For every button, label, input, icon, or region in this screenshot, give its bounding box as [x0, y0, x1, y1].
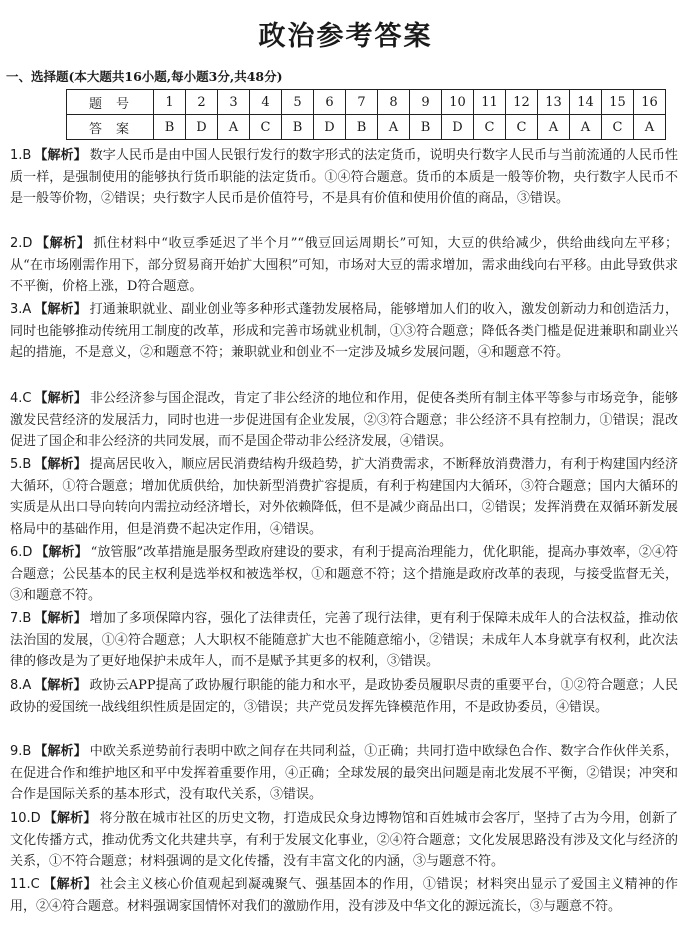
analysis-tag: 【解析】 [42, 877, 98, 892]
answer-cell: C [250, 115, 282, 140]
question-number: 4 [250, 90, 282, 115]
item-number: 5.B [10, 457, 32, 472]
item-text: 非公经济参与国企混改，肯定了非公经济的地位和作用，促使各类所有制主体平等参与市场竞争，能够激发民营经济的发展活力，同时也进一步促进国有企业发展，②③符合题意；非公经济不具有控制力，①错误；混改促进了国企和非公经济的共同发展，而不是国企带动非公经济发展，④错误。 [10, 391, 678, 449]
explanation-item [10, 741, 678, 806]
explanation-item [10, 608, 678, 673]
analysis-tag: 【解析】 [35, 236, 91, 251]
answer-cell: B [410, 115, 442, 140]
answer-cell: B [282, 115, 314, 140]
analysis-tag: 【解析】 [35, 545, 88, 560]
answer-cell: A [634, 115, 666, 140]
item-text: “放管服”改革措施是服务型政府建设的要求，有利于提高治理能力，优化职能，提高办事效率，②④符合题意；公民基本的民主权利是选举权和被选举权，①和题意不符；这个措施是政府改革的表现，与接受监督无关，③和题意不符。 [10, 545, 678, 603]
row-label-number: 题号 [67, 90, 154, 115]
answer-cell: D [442, 115, 474, 140]
question-number: 9 [410, 90, 442, 115]
question-number: 13 [538, 90, 570, 115]
analysis-tag: 【解析】 [34, 611, 87, 626]
answer-cell: C [506, 115, 538, 140]
item-number: 4.C [10, 391, 32, 406]
item-number: 10.D [10, 811, 41, 826]
answer-cell: C [602, 115, 634, 140]
answer-table-row-answers [67, 115, 666, 140]
analysis-tag: 【解析】 [34, 391, 87, 406]
question-number: 7 [346, 90, 378, 115]
explanation-item [10, 675, 678, 718]
item-text: 增加了多项保障内容，强化了法律责任，完善了现行法律，更有利于保障未成年人的合法权益，推动依法治国的发展，①④符合题意；人大职权不能随意扩大也不能随意缩小，②错误；未成年人本身就享有权利，此次法律的修改是为了更好地保护未成年人，而不是赋予其更多的权利，③错误。 [10, 611, 678, 669]
answer-cell: D [186, 115, 218, 140]
question-number: 10 [442, 90, 474, 115]
explanation-item [10, 454, 678, 540]
explanation-item [10, 808, 678, 873]
answer-table [66, 89, 666, 140]
analysis-tag: 【解析】 [43, 811, 97, 826]
item-number: 7.B [10, 611, 32, 626]
answer-cell: A [218, 115, 250, 140]
question-number: 15 [602, 90, 634, 115]
item-text: 中欧关系逆势前行表明中欧之间存在共同利益，①正确；共同打造中欧绿色合作、数字合作伙伴关系，在促进合作和维护地区和平中发挥着重要作用，④正确；全球发展的最突出问题是南北发展不平衡，②错误；冲突和合作是国际关系的基本形式，没有取代关系，③错误。 [10, 744, 678, 802]
item-text: 打通兼职就业、副业创业等多种形式蓬勃发展格局，能够增加人们的收入，激发创新动力和创造活力，同时也能够推动传统用工制度的改革，形成和完善市场就业机制，①③符合题意；降低各类门槛是促进兼职和副业兴起的措施，不是意义，②和题意不符；兼职就业和创业不一定涉及城乡发展问题，④和题意不符。 [10, 302, 678, 360]
question-number: 16 [634, 90, 666, 115]
answer-cell: D [314, 115, 346, 140]
analysis-tag: 【解析】 [34, 457, 87, 472]
answer-cell: B [346, 115, 378, 140]
answer-table-row-numbers [67, 90, 666, 115]
item-text: 数字人民币是由中国人民银行发行的数字形式的法定货币，说明央行数字人民币与当前流通的人民币性质一样，是强制使用的能够执行货币职能的法定货币。①④符合题意。货币的本质是一般等价物，央行数字人民币不是一般等价物，②错误；央行数字人民币是价值符号，不是具有价值和使用价值的商品，③错误。 [10, 148, 678, 206]
explanation-item [10, 388, 678, 453]
analysis-tag: 【解析】 [34, 302, 87, 317]
question-number: 1 [154, 90, 186, 115]
question-number: 2 [186, 90, 218, 115]
page-title: 政治参考答案 [258, 21, 433, 52]
item-text: 政协云APP提高了政协履行职能的能力和水平，是政协委员履职尽责的重要平台，①②符合题意；人民政协的爱国统一战线组织性质是固定的，③错误；共产党员发挥先锋模范作用，不是政协委员，④错误。 [10, 678, 678, 715]
question-number: 6 [314, 90, 346, 115]
item-number: 3.A [10, 302, 32, 317]
explanation-item [10, 233, 678, 298]
item-number: 11.C [10, 877, 40, 892]
question-number: 3 [218, 90, 250, 115]
item-number: 1.B [10, 148, 32, 163]
row-label-answer: 答案 [67, 115, 154, 140]
question-number: 5 [282, 90, 314, 115]
answer-cell: A [378, 115, 410, 140]
answer-cell: B [154, 115, 186, 140]
item-number: 6.D [10, 545, 33, 560]
explanation-item [10, 145, 678, 210]
item-number: 2.D [10, 236, 33, 251]
question-number: 11 [474, 90, 506, 115]
item-number: 8.A [10, 678, 32, 693]
analysis-tag: 【解析】 [34, 744, 87, 759]
question-number: 12 [506, 90, 538, 115]
section-heading: 一、选择题(本大题共16小题,每小题3分,共48分) [6, 69, 283, 84]
item-text: 将分散在城市社区的历史文物，打造成民众身边博物馆和百姓城市会客厅，坚持了古为今用，创新了文化传播方式，推动优秀文化共建共享，有利于发展文化事业，②④符合题意；文化发展思路没有涉及文化与经济的关系，①不符合题意；材料强调的是文化传播，没有丰富文化的内涵，③与题意不符。 [10, 811, 678, 869]
analysis-tag: 【解析】 [34, 678, 87, 693]
answer-cell: C [474, 115, 506, 140]
answer-cell: A [538, 115, 570, 140]
explanation-item [10, 874, 678, 917]
question-number: 14 [570, 90, 602, 115]
question-number: 8 [378, 90, 410, 115]
explanation-item [10, 542, 678, 607]
analysis-tag: 【解析】 [34, 148, 87, 163]
explanation-item [10, 299, 678, 364]
item-number: 9.B [10, 744, 32, 759]
item-text: 提高居民收入，顺应居民消费结构升级趋势，扩大消费需求，不断释放消费潜力，有利于构建国内经济大循环，①符合题意；增加优质供给，加快新型消费扩容提质，有利于构建国内大循环，③符合题意；国内大循环的实质是从出口导向转向内需拉动经济增长，对外依赖降低，但不是减少商品出口，②错误；发挥消费在双循环新发展格局中的基础作用，但是消费不起决定作用，④错误。 [10, 457, 678, 537]
answer-cell: A [570, 115, 602, 140]
item-text: 社会主义核心价值观起到凝魂聚气、强基固本的作用，①错误；材料突出显示了爱国主义精神的作用，②④符合题意。材料强调家国情怀对我们的激励作用，没有涉及中华文化的源远流长，③与题意不符。 [10, 877, 678, 914]
item-text: 抓住材料中“收豆季延迟了半个月”“俄豆回运周期长”可知，大豆的供给减少，供给曲线向左平移；从“在市场刚需作用下，部分贸易商开始扩大囤积”可知，市场对大豆的需求增加，需求曲线向右平移。由此导致供求不平衡，价格上涨，D符合题意。 [10, 236, 678, 294]
